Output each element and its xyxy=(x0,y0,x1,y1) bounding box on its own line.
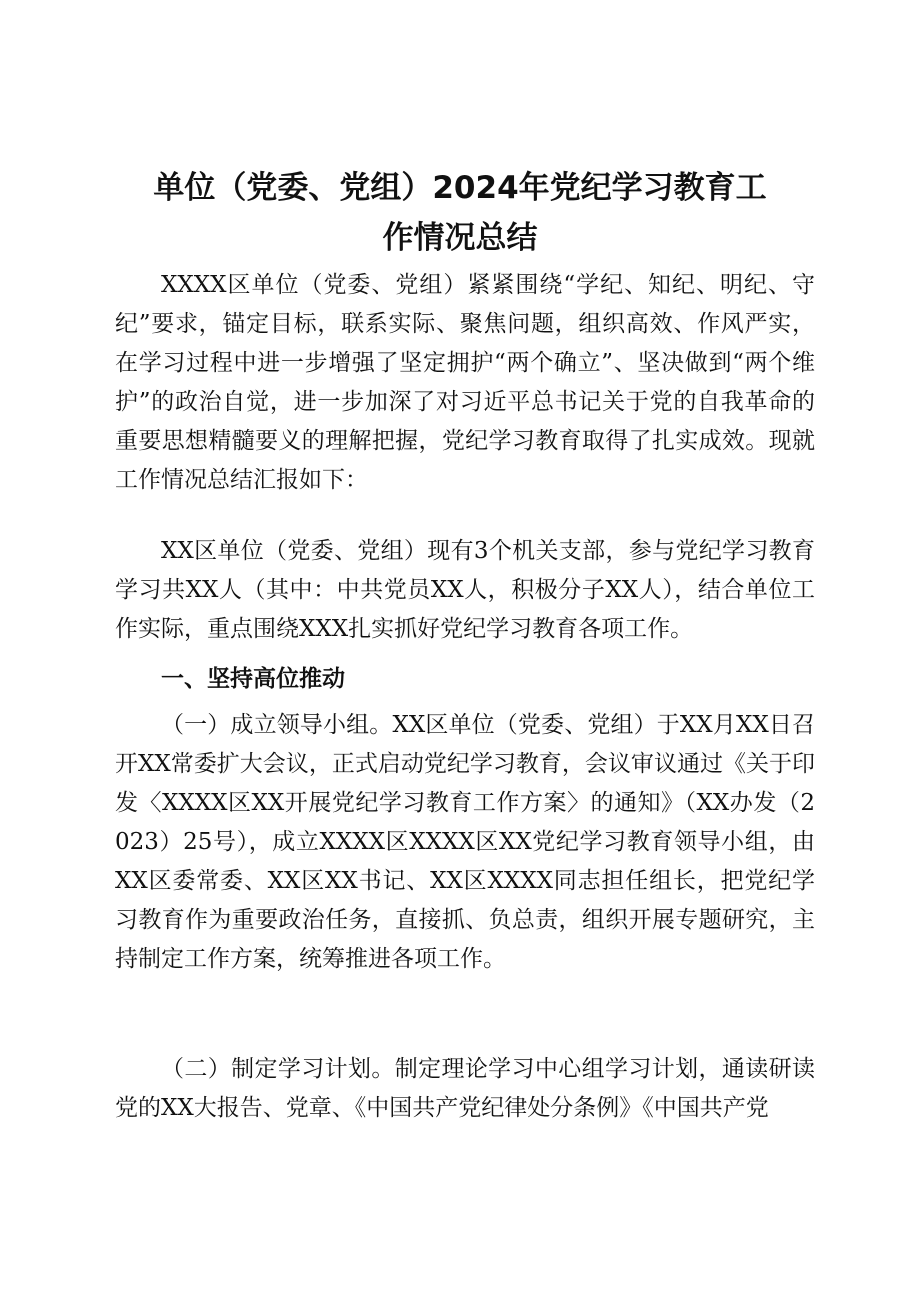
section1-item-2: （二）制定学习计划。制定理论学习中心组学习计划，通读研读党的XX大报告、党章、《中国共产党纪律处分条例》《中国共产党 xyxy=(115,1056,815,1121)
overview-paragraph: XX区单位（党委、党组）现有3个机关支部，参与党纪学习教育学习共XX人（其中：中共党员XX人，积极分子XX人），结合单位工作实际，重点围绕XXX扎实抓好党纪学习教育各项工作。 xyxy=(115,538,815,642)
document-title-line1: 单位（党委、党组）2024年党纪学习教育工 xyxy=(153,170,767,206)
document-title-line2: 作情况总结 xyxy=(382,220,538,256)
section-heading-1: 一、坚持高位推动 xyxy=(161,666,345,692)
intro-paragraph: XXXX区单位（党委、党组）紧紧围绕“学纪、知纪、明纪、守纪”要求，锚定目标，联系实际、聚焦问题，组织高效、作风严实，在学习过程中进一步增强了坚定拥护“两个确立”、坚决做到“两个维护”的政治自觉，进一步加深了对习近平总书记关于党的自我革命的重要思想精髓要义的理解把握，党纪学习教育取得了扎实成效。现就工作情况总结汇报如下： xyxy=(115,272,815,493)
section1-item-1: （一）成立领导小组。XX区单位（党委、党组）于XX月XX日召开XX常委扩大会议，正式启动党纪学习教育，会议审议通过《关于印发〈XXXX区XX开展党纪学习教育工作方案〉的通知》（XX办发（2023）25号），成立XXXX区XXXX区XX党纪学习教育领导小组，由XX区委常委、XX区XX书记、XX区XXXX同志担任组长，把党纪学习教育作为重要政治任务，直接抓、负总责，组织开展专题研究，主持制定工作方案，统筹推进各项工作。 xyxy=(115,712,815,972)
